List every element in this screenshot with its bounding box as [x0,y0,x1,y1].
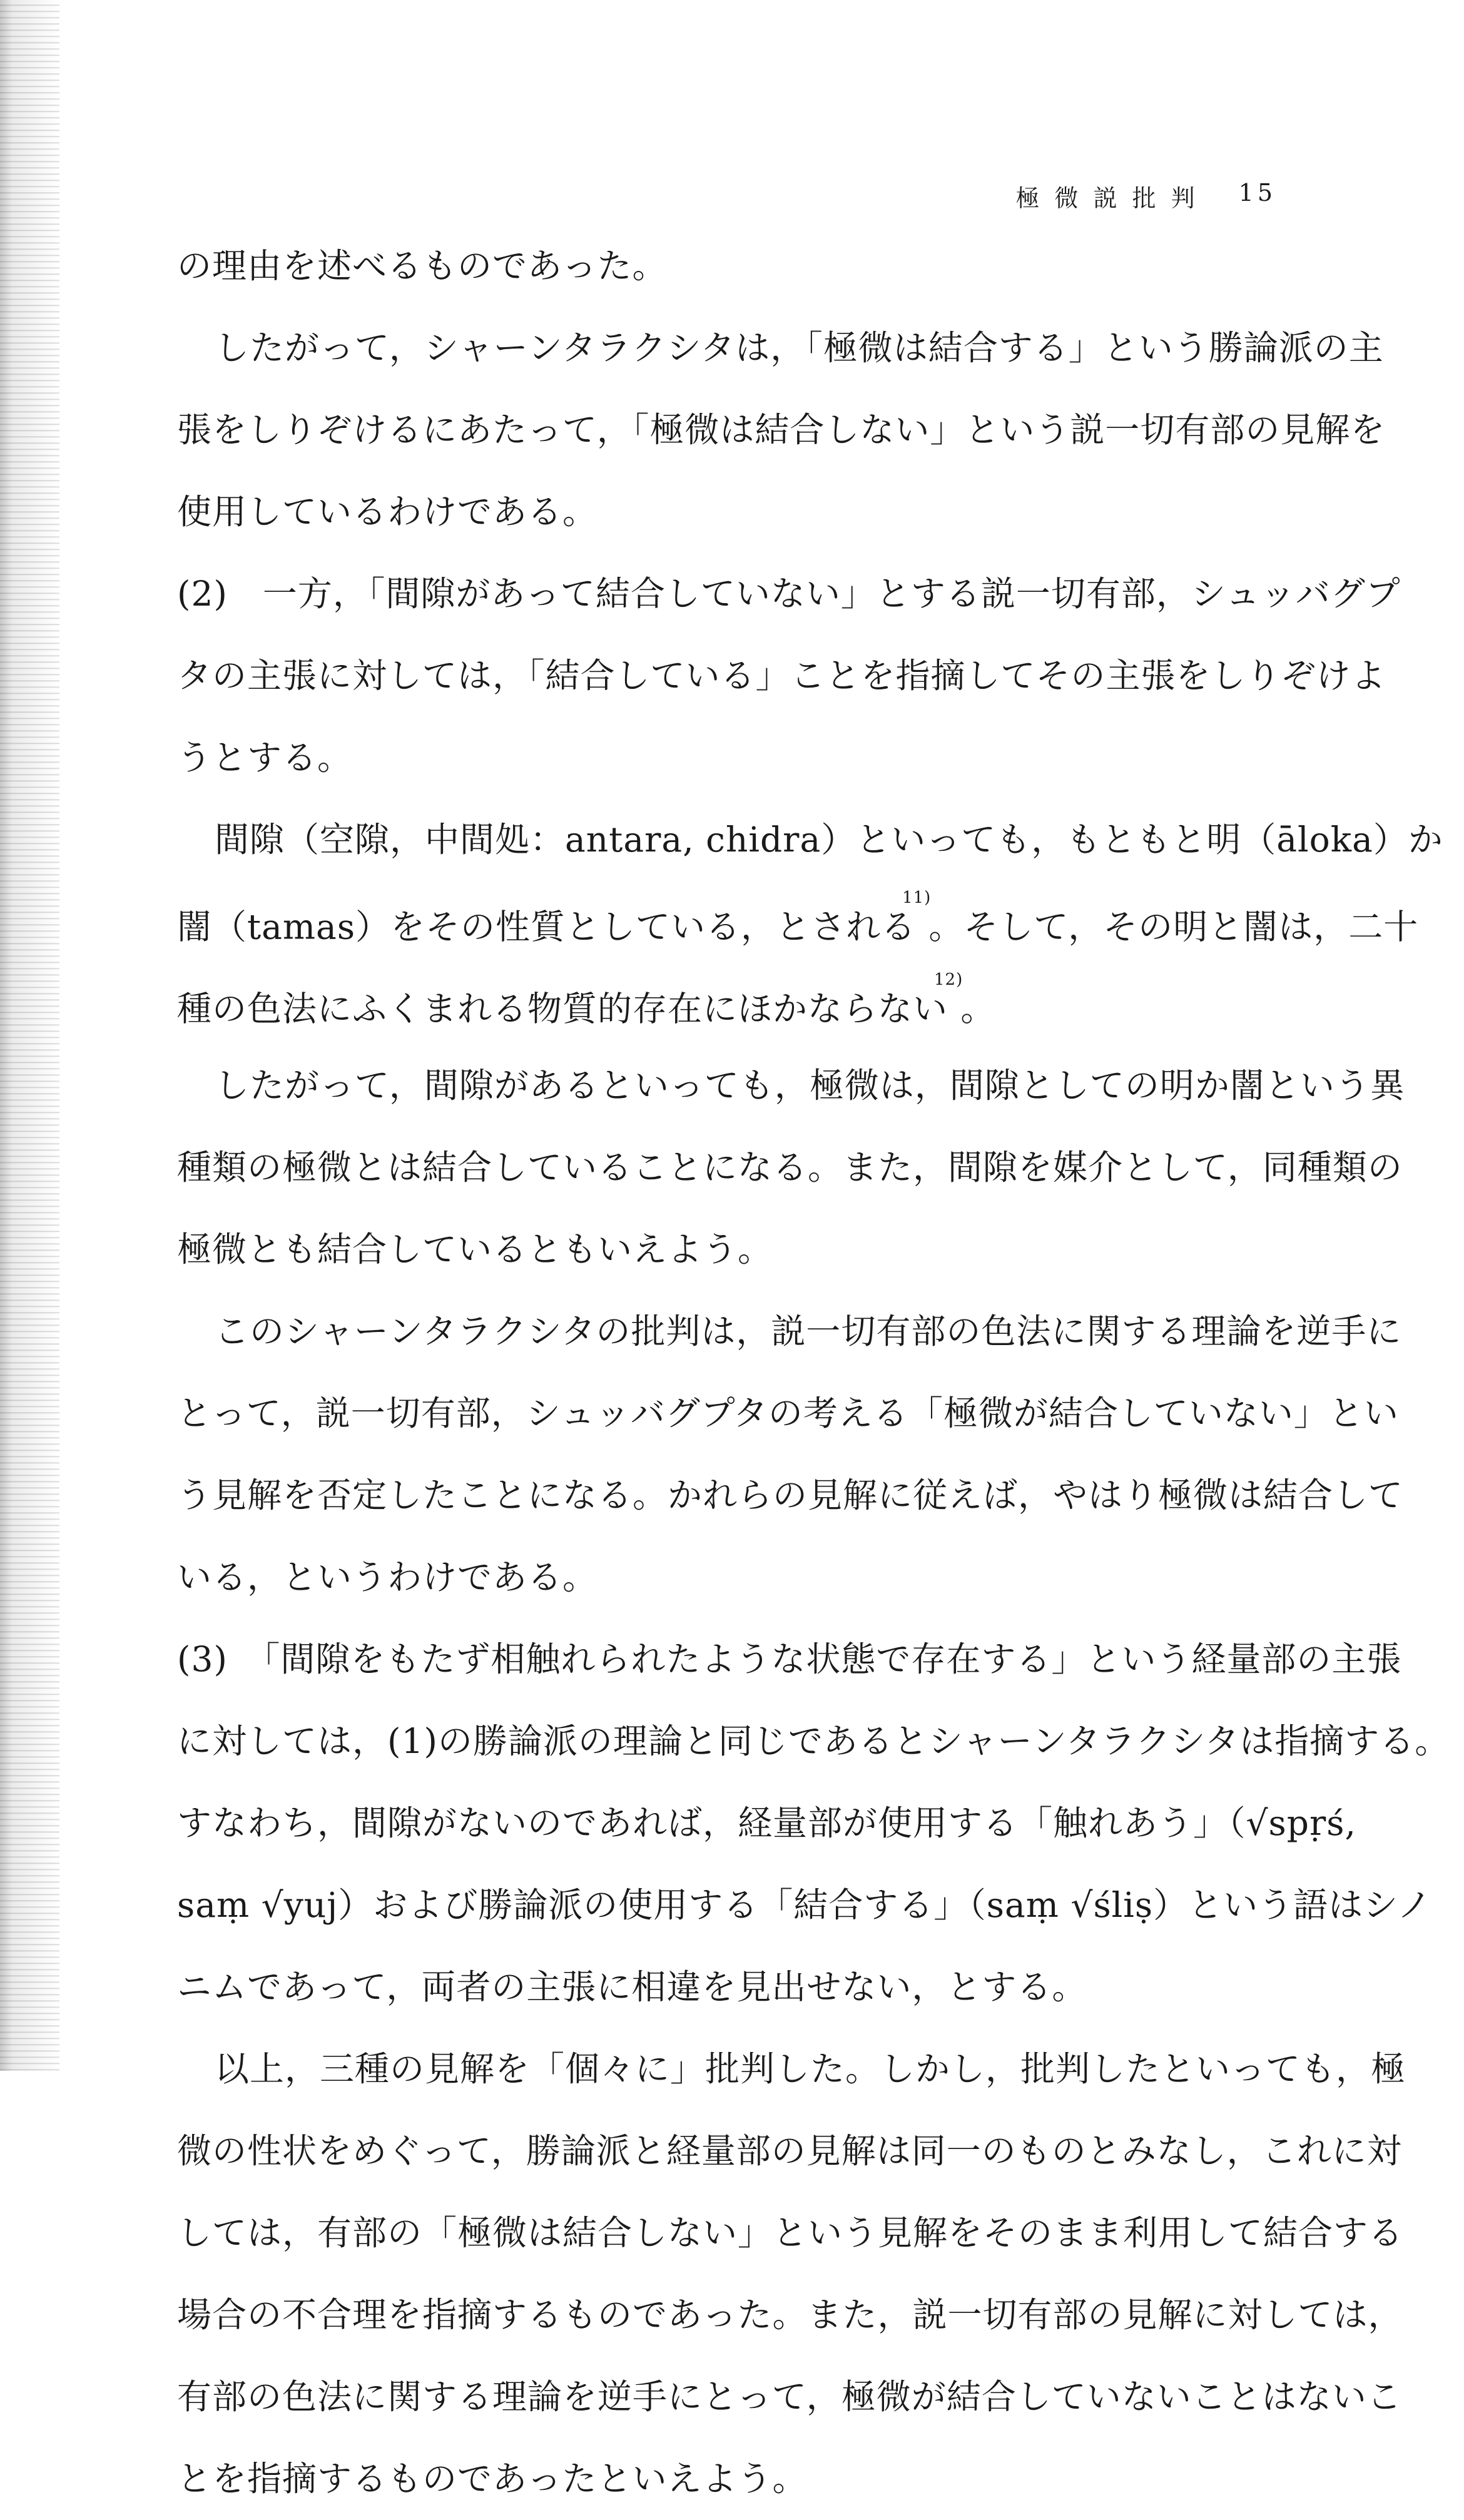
text-line: 極微とも結合しているともいえよう。 [177,1229,773,1269]
text-segment: 。 [960,988,996,1029]
text-line: 微の性状をめぐって，勝論派と経量部の見解は同一のものとみなし，これに対 [177,2131,1402,2171]
text-line: 種類の極微とは結合していることになる。また，間隙を媒介として，同種類の [177,1147,1403,1187]
text-line: (2) 一方，「間隙があって結合していない」とする説一切有部，シュッバグプ [177,574,1401,614]
text-line: とって，説一切有部，シュッバグプタの考える「極微が結合していない」とい [177,1393,1399,1433]
footnote-marker: 12) [934,970,963,989]
text-segment: 。そして，その明と闇は，二十 [928,907,1419,947]
text-line: いる，というわけである。 [177,1557,598,1597]
text-line: したがって，シャーンタラクシタは，「極微は結合する」という勝論派の主 [215,328,1384,368]
text-line: したがって，間隙があるといっても，極微は，間隙としての明か闇という異 [215,1065,1405,1105]
text-line: に対しては，(1)の勝論派の理論と同じであるとシャーンタラクシタは指摘する。 [177,1721,1450,1761]
scan-edge-shadow [0,0,59,2071]
text-line: (3) 「間隙をもたず相触れられたような状態で存在する」という経量部の主張 [177,1639,1402,1679]
text-line: すなわち，間隙がないのであれば，経量部が使用する「触れあう」（√spṛś, [177,1803,1356,1843]
text-line: このシャーンタラクシタの批判は，説一切有部の色法に関する理論を逆手に [215,1311,1402,1351]
text-line: とを指摘するものであったといえよう。 [177,2459,808,2499]
text-line: タの主張に対しては，「結合している」ことを指摘してその主張をしりぞけよ [177,656,1386,696]
text-line: 張をしりぞけるにあたって，「極微は結合しない」という説一切有部の見解を [177,410,1386,450]
text-line: う見解を否定したことになる。かれらの見解に従えば，やはり極微は結合して [177,1475,1404,1515]
text-line: 有部の色法に関する理論を逆手にとって，極微が結合していないことはないこ [177,2377,1402,2417]
footnote-marker: 11) [902,888,932,907]
page-number: 15 [1238,179,1276,206]
running-header [1015,179,1276,213]
text-line [177,881,1419,963]
text-line: ニムであって，両者の主張に相違を見出せない，とする。 [177,1967,1087,2007]
text-line: 使用しているわけである。 [177,492,598,532]
body-text [177,225,1450,2520]
text-line: しては，有部の「極微は結合しない」という見解をそのまま利用して結合する [177,2213,1404,2253]
running-title: 極 微 説 批 判 [1015,185,1199,212]
text-line [177,963,1291,1045]
text-line: うとする。 [177,738,353,778]
text-line: 間隙（空隙，中間処：antara, chidra）といっても，もともと明（āloka）か [215,820,1443,860]
text-line: の理由を述べるものであった。 [177,246,668,286]
text-segment: 闇（tamas）をその性質としている，とされる [177,907,917,947]
text-line: 以上，三種の見解を「個々に」批判した。しかし，批判したといっても，極 [215,2049,1406,2089]
text-segment: 種の色法にふくまれる物質的存在にほかならない [177,988,948,1029]
text-line: saṃ √yuj）および勝論派の使用する「結合する」（saṃ √śliṣ）という語はシノ [177,1885,1432,1925]
text-line: 場合の不合理を指摘するものであった。また，説一切有部の見解に対しては， [177,2295,1403,2335]
